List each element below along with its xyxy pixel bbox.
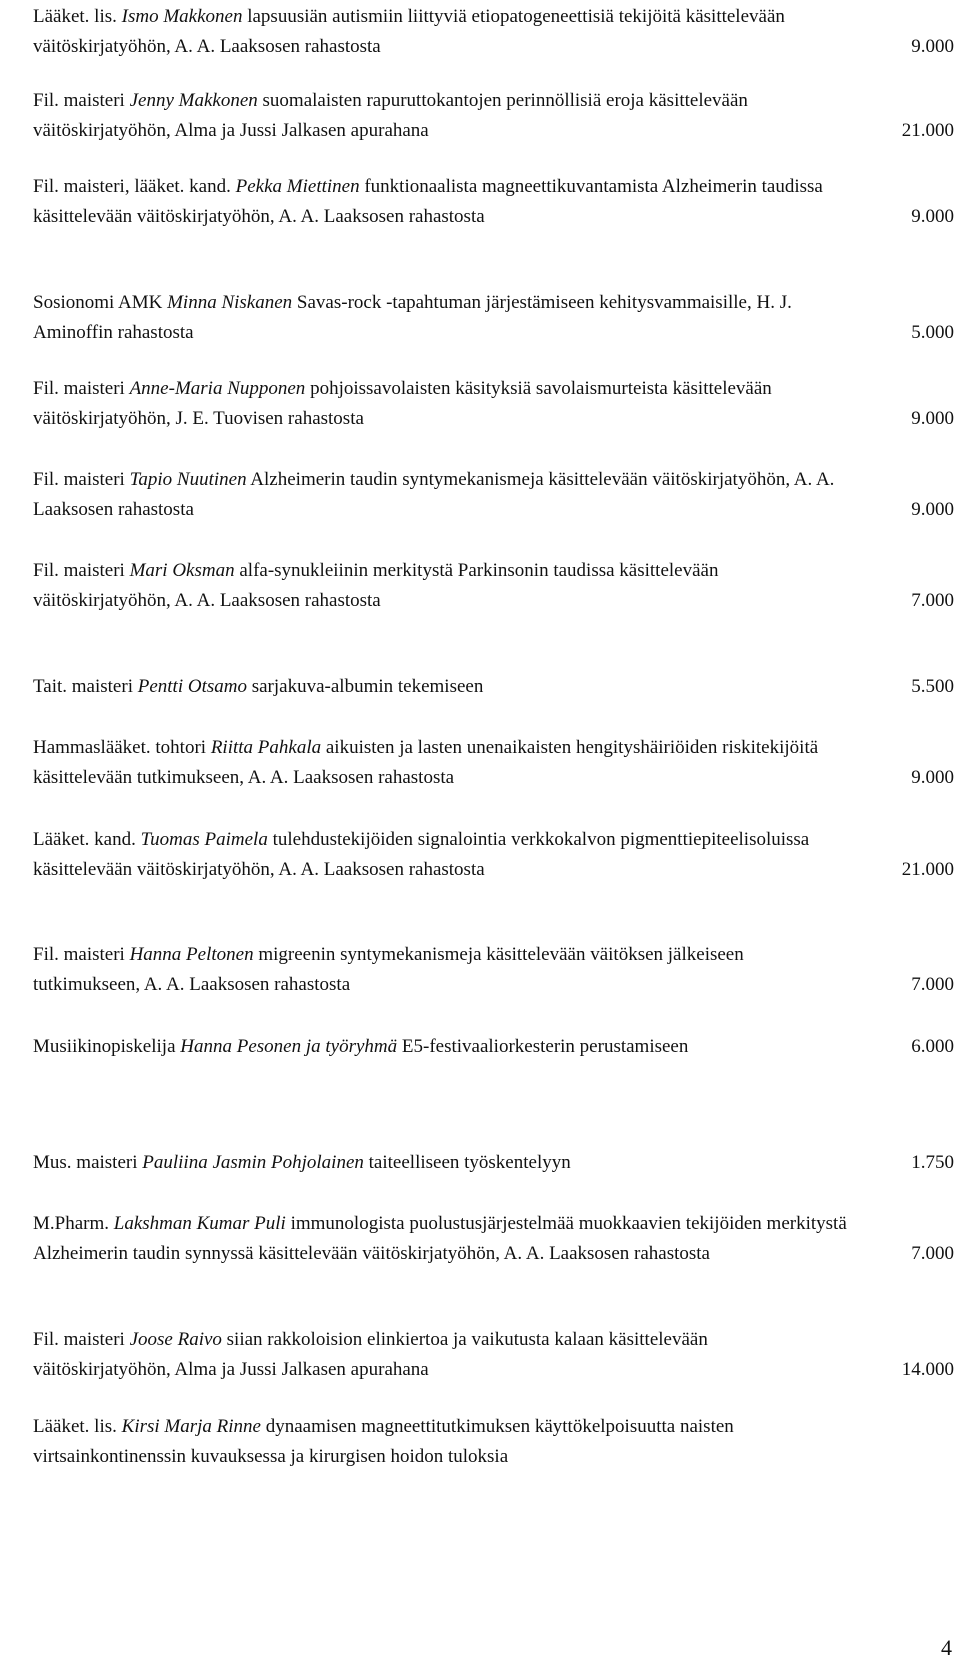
recipient-name: Minna Niskanen — [167, 292, 293, 313]
grant-entry — [33, 374, 958, 434]
grant-entry — [33, 1412, 958, 1472]
entry-description: immunologista puolustusjärjestelmää muokkaavien tekijöiden merkitystä Alzheimerin taudin synnyssä käsittelevään väitöskirjatyöhön, A. A. Laaksosen rahastosta — [33, 1213, 847, 1264]
entry-prefix: M.Pharm. — [33, 1213, 114, 1234]
entry-prefix: Fil. maisteri — [33, 469, 130, 490]
grant-entry — [33, 940, 958, 1000]
grant-entry — [33, 556, 958, 616]
entry-description: Savas-rock -tapahtuman järjestämiseen kehitysvammaisille, H. J. Aminoffin rahastosta — [33, 292, 792, 343]
grant-amount: 14.000 — [901, 1359, 954, 1380]
entry-description: migreenin syntymekanismeja käsittelevään väitöksen jälkeiseen tutkimukseen, A. A. Laaksosen rahastosta — [33, 944, 744, 995]
entry-description: siian rakkoloision elinkiertoa ja vaikutusta kalaan käsittelevään väitöskirjatyöhön, Alma ja Jussi Jalkasen apurahana — [33, 1329, 708, 1380]
entry-description: taiteelliseen työskentelyyn — [363, 1152, 571, 1173]
grant-entry — [33, 733, 958, 793]
recipient-name: Tapio Nuutinen — [129, 469, 247, 490]
grant-entry — [33, 672, 958, 702]
recipient-name: Riitta Pahkala — [210, 737, 322, 758]
grant-entry — [33, 825, 958, 885]
grant-entry — [33, 465, 958, 525]
entry-prefix: Tait. maisteri — [33, 676, 138, 697]
entry-prefix: Fil. maisteri — [33, 378, 130, 399]
entry-prefix: Mus. maisteri — [33, 1152, 143, 1173]
entry-prefix: Sosionomi AMK — [33, 292, 168, 313]
entry-description: tulehdustekijöiden signalointia verkkokalvon pigmenttiepiteelisoluissa käsittelevään väitöskirjatyöhön, A. A. Laaksosen rahastosta — [33, 829, 810, 880]
recipient-name: Lakshman Kumar Puli — [113, 1213, 286, 1234]
grant-entry — [33, 1032, 958, 1062]
entry-prefix: Fil. maisteri — [33, 90, 130, 111]
recipient-name: Jenny Makkonen — [129, 90, 258, 111]
recipient-name: Joose Raivo — [129, 1329, 222, 1350]
grant-amount: 5.500 — [911, 676, 954, 697]
grant-entry — [33, 1209, 958, 1269]
entry-prefix: Hammaslääket. tohtori — [33, 737, 211, 758]
entry-description: Alzheimerin taudin syntymekanismeja käsittelevään väitöskirjatyöhön, A. A. Laaksosen rahastosta — [33, 469, 835, 520]
entry-description: sarjakuva-albumin tekemiseen — [246, 676, 484, 697]
recipient-name: Pekka Miettinen — [235, 176, 360, 197]
recipient-name: Hanna Peltonen — [129, 944, 254, 965]
entry-description: alfa-synukleiinin merkitystä Parkinsonin taudissa käsittelevään väitöskirjatyöhön, A. A. Laaksosen rahastosta — [33, 560, 719, 611]
grant-amount: 1.750 — [911, 1152, 954, 1173]
grant-amount: 9.000 — [911, 408, 954, 429]
grant-entry — [33, 288, 958, 348]
recipient-name: Hanna Pesonen ja työryhmä — [180, 1036, 398, 1057]
entry-description: lapsuusiän autismiin liittyviä etiopatogeneettisiä tekijöitä käsittelevään väitöskirjatyöhön, A. A. Laaksosen rahastosta — [33, 6, 785, 57]
grant-amount: 5.000 — [911, 322, 954, 343]
entry-prefix: Fil. maisteri — [33, 1329, 130, 1350]
recipient-name: Pauliina Jasmin Pohjolainen — [142, 1152, 364, 1173]
recipient-name: Mari Oksman — [129, 560, 235, 581]
grant-amount: 21.000 — [901, 859, 954, 880]
entry-description: pohjoissavolaisten käsityksiä savolaismurteista käsittelevään väitöskirjatyöhön, J. E. Tuovisen rahastosta — [33, 378, 772, 429]
recipient-name: Ismo Makkonen — [121, 6, 243, 27]
entry-prefix: Musiikinopiskelija — [33, 1036, 181, 1057]
grant-amount: 7.000 — [911, 1243, 954, 1264]
page-number: 4 — [941, 1635, 952, 1660]
grant-entry — [33, 172, 958, 232]
entry-prefix: Fil. maisteri — [33, 944, 130, 965]
grant-entry — [33, 86, 958, 146]
entry-prefix: Lääket. lis. — [33, 6, 122, 27]
entry-description: funktionaalista magneettikuvantamista Alzheimerin taudissa käsittelevään väitöskirjatyöhön, A. A. Laaksosen rahastosta — [33, 176, 823, 227]
recipient-name: Kirsi Marja Rinne — [121, 1416, 261, 1437]
grant-entry — [33, 1325, 958, 1385]
entry-description: dynaamisen magneettitutkimuksen käyttökelpoisuutta naisten virtsainkontinenssin kuvauksessa ja kirurgisen hoidon tuloksia — [33, 1416, 734, 1467]
grant-entry — [33, 1148, 958, 1178]
entry-prefix: Fil. maisteri, lääket. kand. — [33, 176, 236, 197]
grant-amount: 7.000 — [911, 590, 954, 611]
entry-description: aikuisten ja lasten unenaikaisten hengityshäiriöiden riskitekijöitä käsittelevään tutkimukseen, A. A. Laaksosen rahastosta — [33, 737, 819, 788]
grant-amount: 9.000 — [911, 206, 954, 227]
entry-description: E5-festivaaliorkesterin perustamiseen — [397, 1036, 689, 1057]
entry-description: suomalaisten rapuruttokantojen perinnöllisiä eroja käsittelevään väitöskirjatyöhön, Alma ja Jussi Jalkasen apurahana — [33, 90, 748, 141]
grant-entry — [33, 2, 958, 62]
grant-amount: 9.000 — [911, 499, 954, 520]
grant-amount: 9.000 — [911, 36, 954, 57]
entry-prefix: Lääket. kand. — [33, 829, 141, 850]
recipient-name: Pentti Otsamo — [137, 676, 247, 697]
grant-amount: 21.000 — [901, 120, 954, 141]
entry-prefix: Lääket. lis. — [33, 1416, 122, 1437]
entry-prefix: Fil. maisteri — [33, 560, 130, 581]
grant-amount: 6.000 — [911, 1036, 954, 1057]
grant-amount: 7.000 — [911, 974, 954, 995]
grant-amount: 9.000 — [911, 767, 954, 788]
recipient-name: Anne-Maria Nupponen — [129, 378, 306, 399]
recipient-name: Tuomas Paimela — [140, 829, 268, 850]
